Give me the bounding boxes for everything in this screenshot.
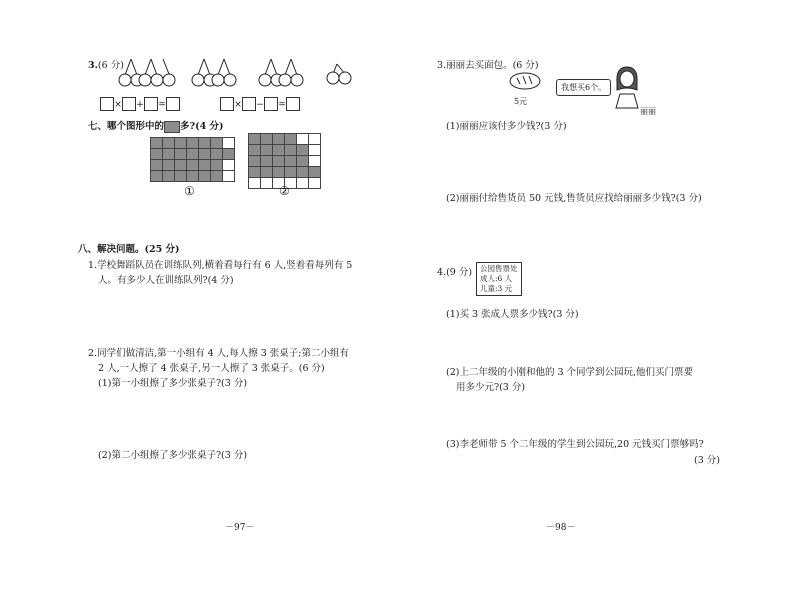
answer-box[interactable] [122, 97, 136, 111]
answer-box[interactable] [100, 97, 114, 111]
figure-1-grid [150, 137, 235, 182]
grid-row [249, 167, 321, 178]
answer-box[interactable] [264, 97, 278, 111]
shaded-cell [151, 160, 163, 171]
equation-2 [220, 97, 300, 111]
shaded-cell [187, 138, 199, 149]
q4-sub3-line1: (3)李老师带 5 个二年级的学生到公园玩,20 元钱买门票够吗? [446, 439, 704, 450]
cherry-group-2-icon [190, 55, 244, 89]
shaded-cell [273, 156, 285, 167]
r-q3-sub2: (2)丽丽付给售货员 50 元钱,售货员应找给丽丽多少钱?(3 分) [446, 193, 702, 204]
girl-name: 丽丽 [640, 107, 656, 116]
blank-cell [223, 160, 235, 171]
ticket-sign [476, 262, 522, 296]
shaded-cell [199, 149, 211, 160]
section-8-title: 八、解决问题。(25 分) [78, 244, 180, 255]
blank-cell [309, 134, 321, 145]
shaded-cell [151, 171, 163, 182]
cherry-group-1-icon [117, 55, 177, 89]
q3-score: (6 分) [97, 60, 124, 71]
page-number-right: －98－ [546, 523, 576, 533]
shaded-cell [175, 138, 187, 149]
operator: + [136, 99, 144, 110]
problem-1-line1: 1.学校舞蹈队员在训练队列,横着看每行有 6 人,竖着看每列有 5 [88, 260, 353, 271]
r-q3-sub1: (1)丽丽应该付多少钱?(3 分) [446, 121, 567, 132]
speech-text: 我想买6个。 [561, 83, 607, 92]
grid-row [151, 171, 235, 182]
shaded-cell [273, 145, 285, 156]
shaded-cell [163, 160, 175, 171]
operator: = [158, 99, 166, 110]
cherry-group-3-icon [257, 55, 311, 89]
q4-sub3-line2: (3 分) [694, 455, 720, 466]
cherry-pair-icon [325, 62, 355, 86]
blank-cell [261, 178, 273, 189]
q7-heading [88, 118, 224, 133]
shaded-cell [297, 145, 309, 156]
blank-cell [309, 178, 321, 189]
ticket-adult: 成人:6 人 [480, 274, 513, 283]
shaded-cell [285, 145, 297, 156]
shaded-cell [285, 167, 297, 178]
operator: − [256, 99, 264, 110]
shaded-cell [199, 138, 211, 149]
problem-2-line2: 2 人,一人擦了 4 张桌子,另一人擦了 3 张桌子。(6 分) [98, 363, 325, 374]
answer-box[interactable] [166, 97, 180, 111]
grid-row [151, 138, 235, 149]
speech-bubble [556, 79, 611, 96]
figure-2-grid [248, 133, 321, 189]
operator: = [278, 99, 286, 110]
girl-icon [612, 64, 642, 110]
shaded-cell [261, 156, 273, 167]
operator: × [114, 99, 122, 110]
answer-box[interactable] [220, 97, 234, 111]
shaded-cell [163, 138, 175, 149]
shaded-cell [187, 160, 199, 171]
problem-2-sub2: (2)第二小组擦了多少张桌子?(3 分) [98, 450, 248, 461]
ticket-title: 公园售票处 [480, 264, 518, 273]
figure-2-label: ② [279, 184, 290, 198]
answer-box[interactable] [242, 97, 256, 111]
shaded-cell [261, 145, 273, 156]
q4-sub1: (1)买 3 张成人票多少钱?(3 分) [446, 309, 579, 320]
operator: × [234, 99, 242, 110]
shaded-cell [199, 160, 211, 171]
shaded-cell [249, 156, 261, 167]
grid-row [249, 156, 321, 167]
blank-cell [309, 156, 321, 167]
figure-1-label: ① [184, 184, 195, 198]
blank-cell [249, 178, 261, 189]
answer-box[interactable] [144, 97, 158, 111]
shaded-cell [211, 138, 223, 149]
problem-1-line2: 人。有多少人在训练队列?(4 分) [98, 275, 234, 286]
q7-title-b: 多?(4 分) [180, 121, 224, 132]
shaded-cell [249, 167, 261, 178]
bread-price: 5元 [514, 97, 528, 106]
shaded-cell [273, 134, 285, 145]
shaded-cell [223, 149, 235, 160]
shaded-cell [175, 160, 187, 171]
shaded-cell [187, 171, 199, 182]
shaded-cell [273, 167, 285, 178]
problem-2-line1: 2.同学们做清洁,第一小组有 4 人,每人擦 3 张桌子;第二小组有 [88, 348, 349, 359]
shaded-cell [261, 134, 273, 145]
r-q3-title: 3.丽丽去买面包。(6 分) [437, 60, 539, 71]
shaded-cell [151, 149, 163, 160]
q3-label: 3. [88, 60, 98, 71]
q4-label: 4.(9 分) [437, 267, 473, 278]
shaded-cell [163, 149, 175, 160]
shaded-cell [285, 156, 297, 167]
page-number-left: －97－ [225, 523, 255, 533]
blank-cell [297, 134, 309, 145]
shaded-swatch-icon [164, 121, 180, 133]
grid-row [151, 160, 235, 171]
grid-row [151, 149, 235, 160]
shaded-cell [151, 138, 163, 149]
shaded-cell [261, 167, 273, 178]
shaded-cell [211, 149, 223, 160]
answer-box[interactable] [286, 97, 300, 111]
q4-sub2-line2: 用多少元?(3 分) [456, 382, 526, 393]
shaded-cell [211, 171, 223, 182]
shaded-cell [163, 171, 175, 182]
problem-2-sub1: (1)第一小组擦了多少张桌子?(3 分) [98, 378, 248, 389]
blank-cell [297, 178, 309, 189]
blank-cell [223, 171, 235, 182]
shaded-cell [187, 149, 199, 160]
shaded-cell [175, 149, 187, 160]
shaded-cell [297, 167, 309, 178]
shaded-cell [309, 167, 321, 178]
ticket-child: 儿童:3 元 [480, 284, 513, 293]
grid-row [249, 134, 321, 145]
shaded-cell [199, 171, 211, 182]
grid-row [249, 145, 321, 156]
blank-cell [309, 145, 321, 156]
q7-title-a: 七、哪个图形中的 [88, 121, 165, 132]
shaded-cell [175, 171, 187, 182]
blank-cell [223, 138, 235, 149]
shaded-cell [285, 134, 297, 145]
shaded-cell [249, 134, 261, 145]
q4-sub2-line1: (2)上二年级的小刚和他的 3 个同学到公园玩,他们买门票要 [446, 367, 694, 378]
shaded-cell [249, 145, 261, 156]
shaded-cell [211, 160, 223, 171]
bread-icon [508, 70, 542, 92]
equation-1 [100, 97, 180, 111]
shaded-cell [297, 156, 309, 167]
